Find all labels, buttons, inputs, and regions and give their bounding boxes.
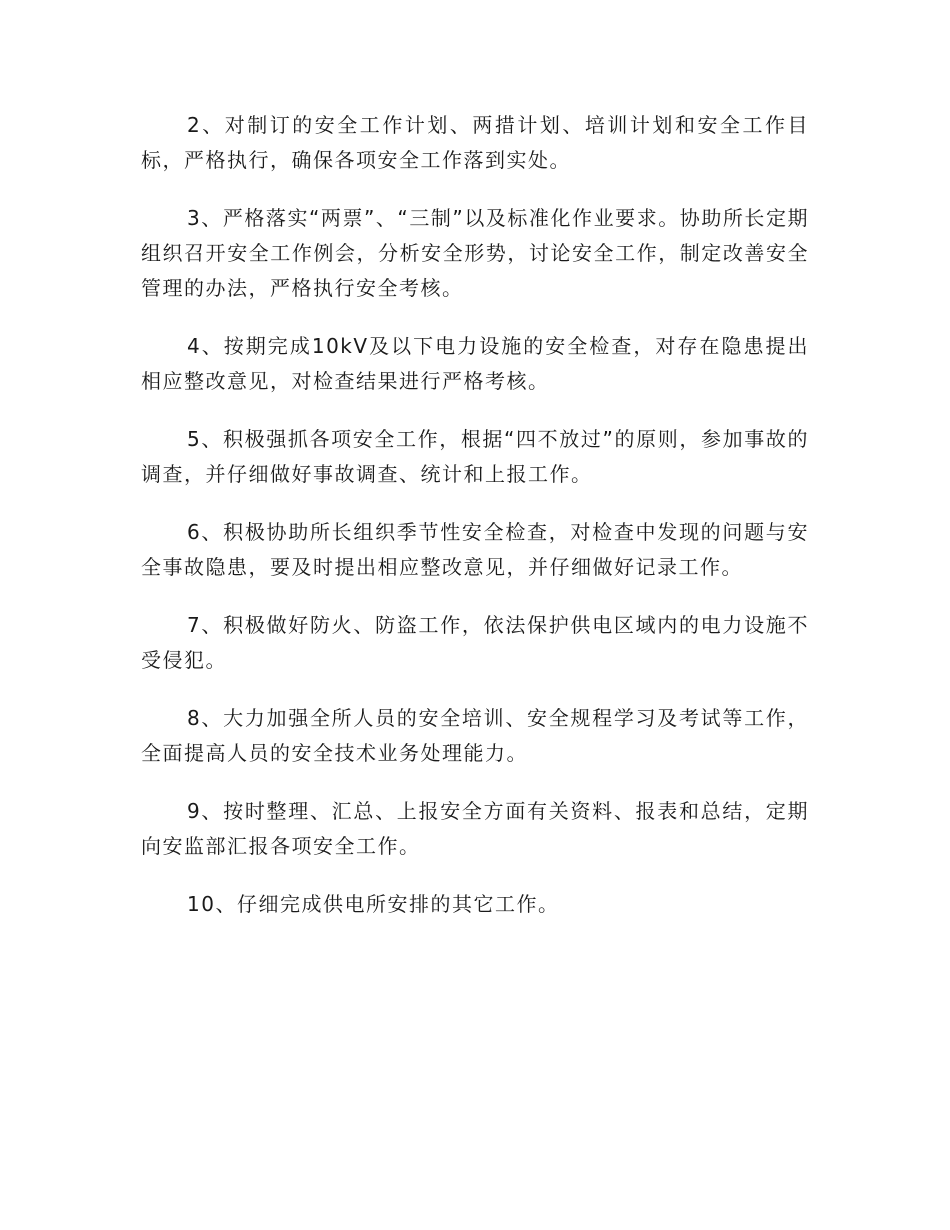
paragraph-item-5: 5、积极强抓各项安全工作，根据“四不放过”的原则，参加事故的调查，并仔细做好事故调查、统计和上报工作。 — [141, 427, 809, 486]
paragraph-item-10: 10、仔细完成供电所安排的其它工作。 — [187, 892, 560, 916]
paragraph-item-9: 9、按时整理、汇总、上报安全方面有关资料、报表和总结，定期向安监部汇报各项安全工作。 — [141, 799, 809, 858]
paragraph-item-4: 4、按期完成10kV及以下电力设施的安全检查，对存在隐患提出相应整改意见，对检查结果进行严格考核。 — [141, 334, 809, 393]
paragraph-item-2: 2、对制订的安全工作计划、两措计划、培训计划和安全工作目标，严格执行，确保各项安全工作落到实处。 — [141, 113, 809, 172]
paragraph-item-8: 8、大力加强全所人员的安全培训、安全规程学习及考试等工作，全面提高人员的安全技术业务处理能力。 — [141, 706, 809, 765]
document-body — [141, 108, 809, 945]
paragraph-item-7: 7、积极做好防火、防盗工作，依法保护供电区域内的电力设施不受侵犯。 — [141, 613, 809, 672]
paragraph-item-6: 6、积极协助所长组织季节性安全检查，对检查中发现的问题与安全事故隐患，要及时提出相应整改意见，并仔细做好记录工作。 — [141, 520, 809, 579]
paragraph-item-3: 3、严格落实“两票”、“三制”以及标准化作业要求。协助所长定期组织召开安全工作例会，分析安全形势，讨论安全工作，制定改善安全管理的办法，严格执行安全考核。 — [141, 206, 809, 300]
